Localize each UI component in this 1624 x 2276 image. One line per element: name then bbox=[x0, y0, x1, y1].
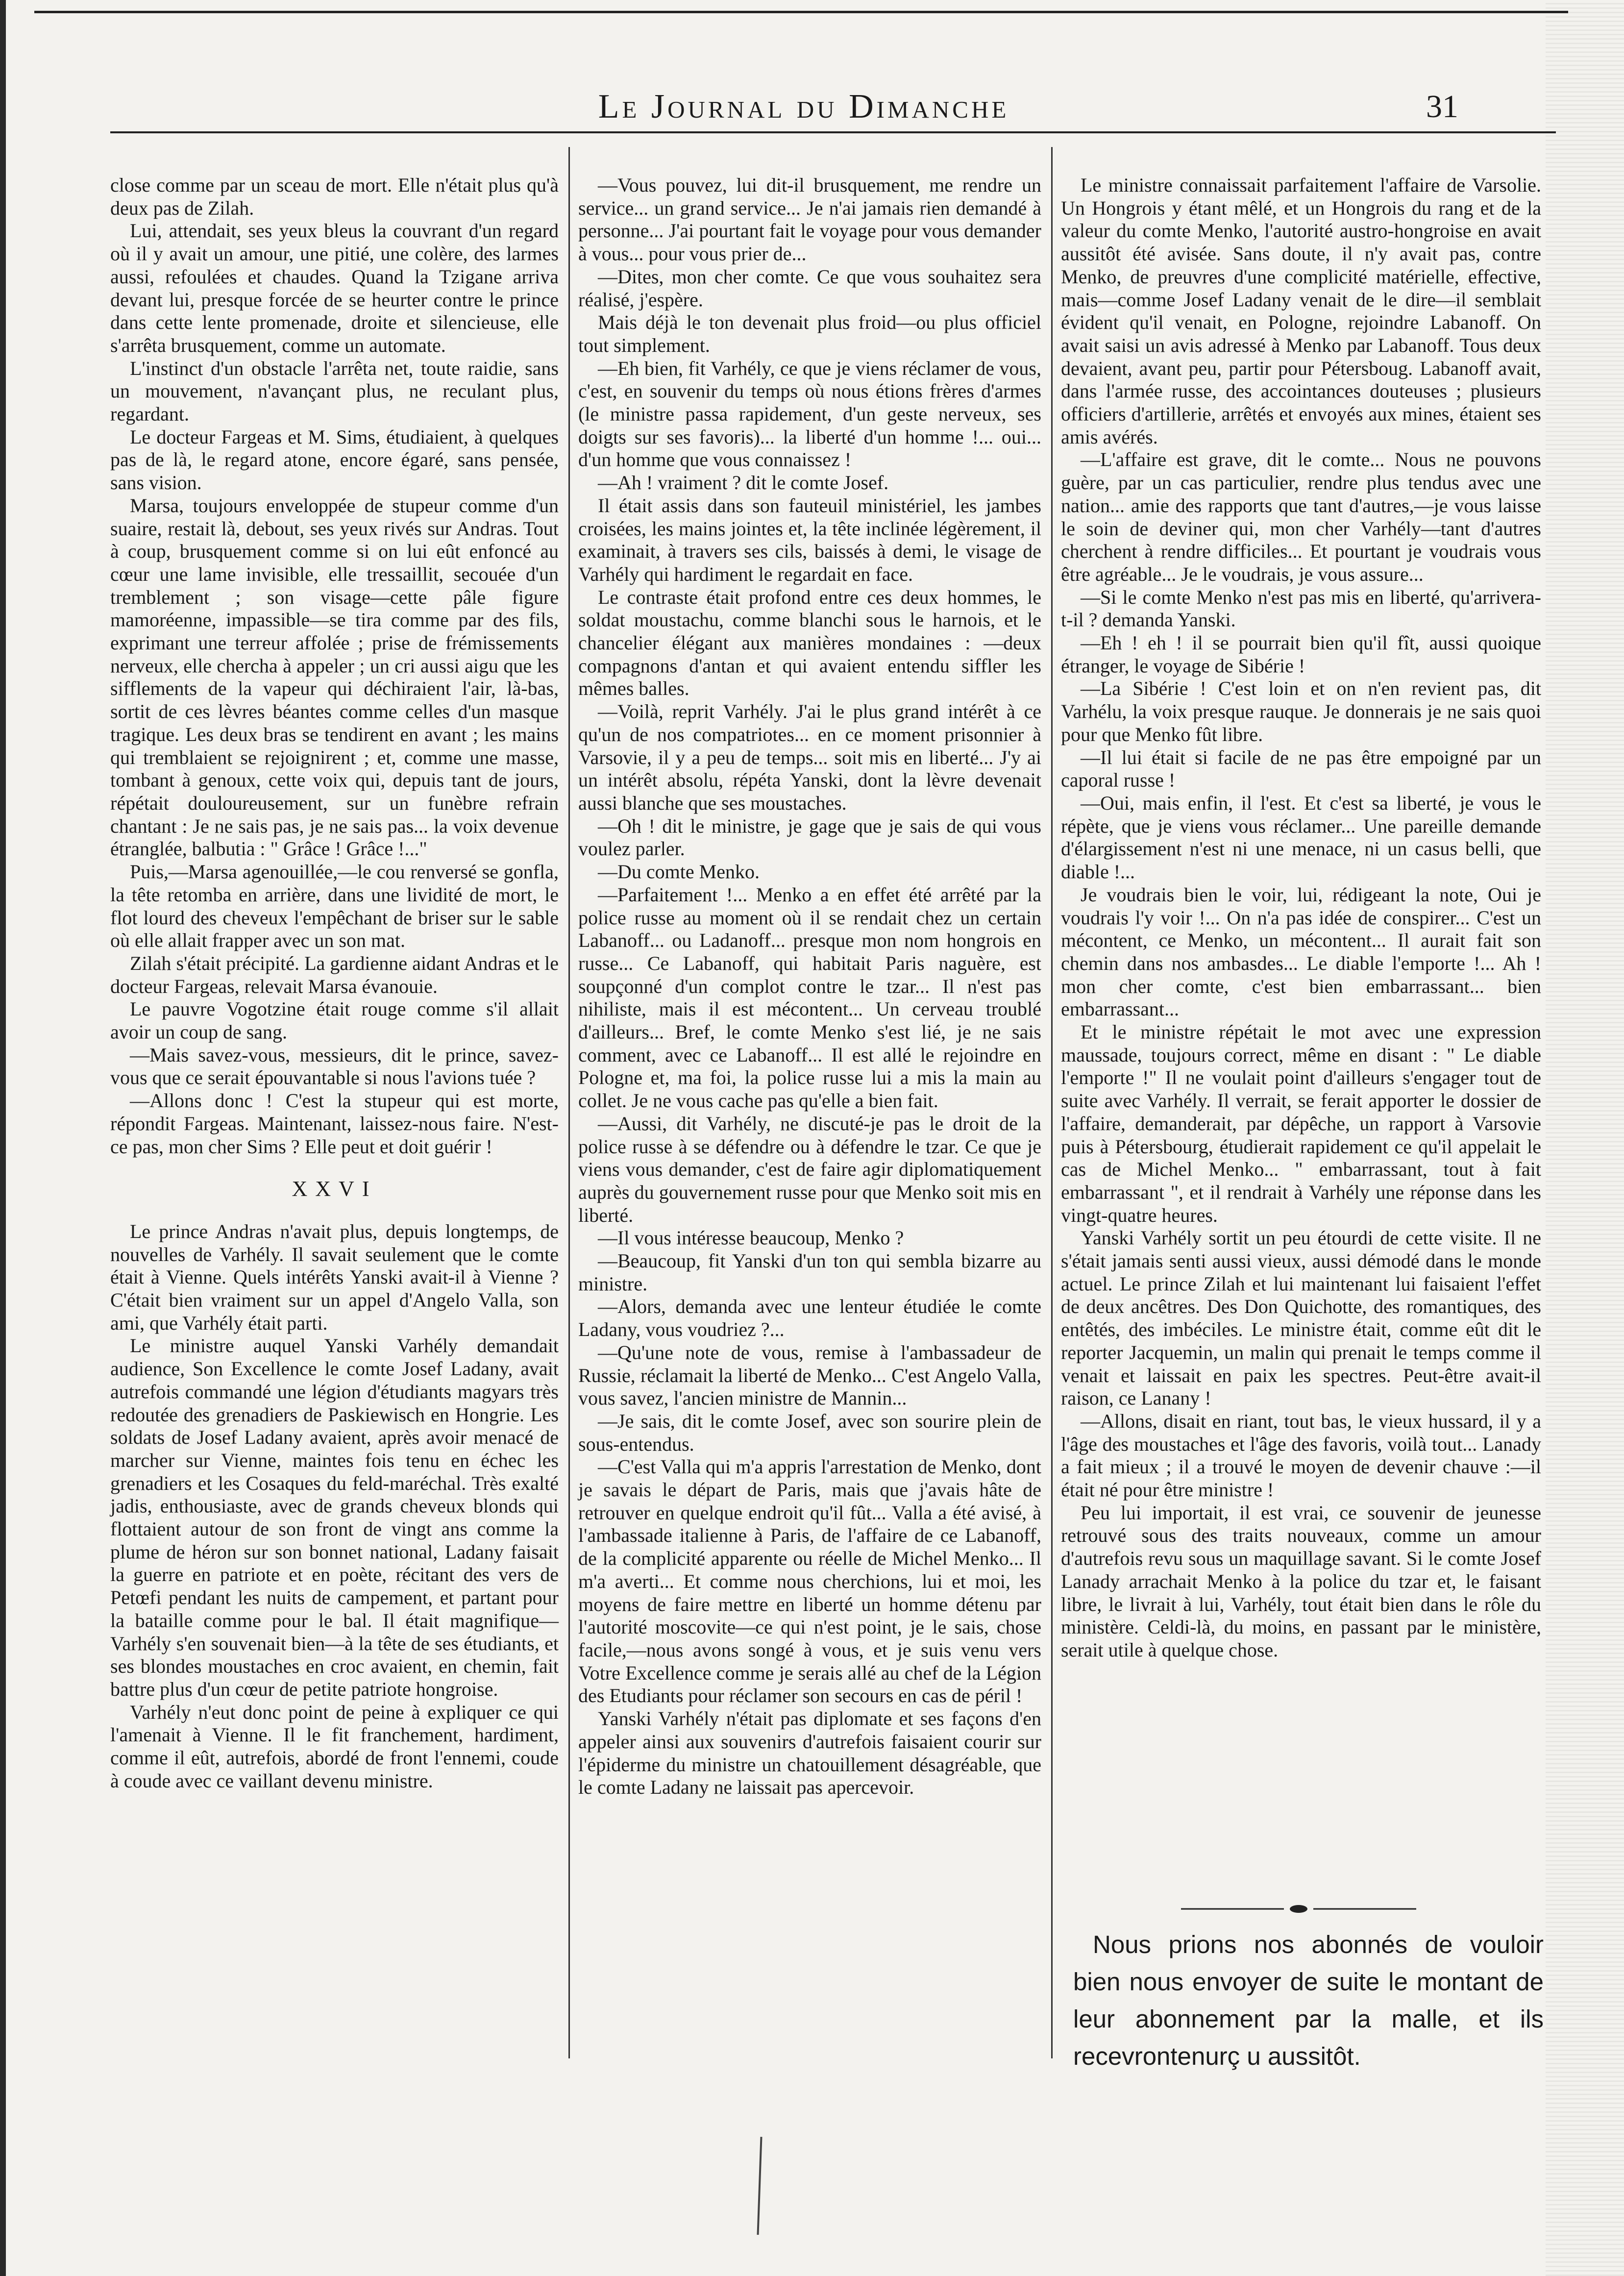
paragraph: Zilah s'était précipité. La gardienne aidant Andras et le docteur Fargeas, relevait Marsa évanouie. bbox=[110, 952, 559, 997]
paragraph: close comme par un sceau de mort. Elle n'était plus qu'à deux pas de Zilah. bbox=[110, 174, 559, 219]
paragraph: —Ah ! vraiment ? dit le comte Josef. bbox=[598, 471, 889, 494]
header-rule bbox=[110, 131, 1556, 133]
column-2 bbox=[578, 174, 1041, 1799]
binding-edge bbox=[0, 0, 6, 2276]
notice-text: Nous prions nos abonnés de vouloir bien nous envoyer de suite le montant de leur abonnement par la malle, et ils recevrontenurç u aussitôt. bbox=[1073, 1930, 1544, 2070]
paragraph: —Allons, disait en riant, tout bas, le vieux hussard, il y a l'âge des moustaches et l'âge des favoris, voilà tout... Lanady a fait mieux ; il a trouvé le moyen de devenir chauve :—il était né pour être ministre ! bbox=[1061, 1410, 1541, 1501]
paragraph: Mais déjà le ton devenait plus froid—ou plus officiel tout simplement. bbox=[578, 311, 1041, 356]
paragraph: —Parfaitement !... Menko a en effet été arrêté par la police russe au moment où il se rendait chez un certain Labanoff... ou Ladanoff... presque mon nom hongrois en russe... Ce Labanoff, qui habitait Paris naguère, est soupçonné d'un complot contre le tzar... Il n'est pas nihiliste, mais il est mécontent... Un cerveau troublé d'ailleurs... Bref, le comte Menko s'est lié, je ne sais comment, avec ce Labanoff... Il est allé le rejoindre en Pologne et, ma foi, la police russe lui a mis la main au collet. Je ne vous cache pas qu'elle a bien fait. bbox=[578, 883, 1041, 1112]
paragraph: —Eh bien, fit Varhély, ce que je viens réclamer de vous, c'est, en souvenir du temps où nous étions frères d'armes (le ministre passa rapidement, d'un geste nerveux, ses doigts sur ses favoris)... la liberté d'un homme !... oui... d'un homme que vous connaissez ! bbox=[578, 357, 1041, 471]
paragraph: Je voudrais bien le voir, lui, rédigeant la note, Oui je voudrais l'y voir !... On n'a pas idée de conspirer... C'est un mécontent, ce Menko, un mécontent... Il aurait fait son chemin dans nos ambasdes... Le diable l'emporte !... Ah ! mon cher comte, c'est bien embarrassant... bien embarrassant... bbox=[1061, 883, 1541, 1020]
column-divider bbox=[568, 147, 570, 2058]
page-number: 31 bbox=[1426, 89, 1458, 124]
subscriber-notice bbox=[1073, 1926, 1544, 2075]
paragraph: —Allons donc ! C'est la stupeur qui est morte, répondit Fargeas. Maintenant, laissez-nous faire. N'est-ce pas, mon cher Sims ? Elle peut et doit guérir ! bbox=[110, 1089, 559, 1158]
paragraph: —Voilà, reprit Varhély. J'ai le plus grand intérêt à ce qu'un de nos compatriotes... en ce moment prisonnier à Varsovie, il y a peu de temps... soit mis en liberté... J'y ai un intérêt absolu, répéta Yanski, dont la lèvre devenait aussi blanche que ses moustaches. bbox=[578, 700, 1041, 814]
paragraph: Il était assis dans son fauteuil ministériel, les jambes croisées, les mains jointes et, la tête inclinée légèrement, il examinait, à travers ses cils, baissés à demi, le visage de Varhély qui hardiment le regardait en face. bbox=[578, 494, 1041, 585]
print-scratch bbox=[757, 2137, 763, 2235]
paragraph: —L'affaire est grave, dit le comte... Nous ne pouvons guère, par un cas particulier, rendre plus tendus avec une nation... amie des rapports que tant d'autres,—je vous laisse le soin de deviner qui, mon cher Varhély—tant d'autres cherchent à rendre difficiles... Et pourtant je voudrais vous être agréable... Je le voudrais, je vous assure... bbox=[1061, 448, 1541, 585]
paragraph: —Qu'une note de vous, remise à l'ambassadeur de Russie, réclamait la liberté de Menko... C'est Angelo Valla, vous savez, l'ancien ministre de Mannin... bbox=[578, 1341, 1041, 1410]
paragraph: —Beaucoup, fit Yanski d'un ton qui sembla bizarre au ministre. bbox=[578, 1250, 1041, 1295]
paragraph: Le ministre connaissait parfaitement l'affaire de Varsolie. Un Hongrois y étant mêlé, et un Hongrois du rang et de la valeur du comte Menko, l'autorité austro-hongroise en avait aussitôt été avisée. Sans doute, il n'y avait pas, contre Menko, de preuvres d'une complicité matérielle, effective, mais—comme Josef Ladany venait de le dire—il semblait évident qu'il venait, en Pologne, rejoindre Labanoff. On avait saisi un avis adressé à Menko par Labanoff. Tous deux devaient, avant peu, partir pour Pétersboug. Labanoff avait, dans l'armée russe, des accointances douteuses ; plusieurs officiers d'artillerie, arrêtés et envoyés aux mines, étaient ses amis avérés. bbox=[1061, 174, 1541, 448]
paragraph: —Dites, mon cher comte. Ce que vous souhaitez sera réalisé, j'espère. bbox=[578, 265, 1041, 311]
top-border bbox=[34, 11, 1568, 13]
paragraph: Yanski Varhély sortit un peu étourdi de cette visite. Il ne s'était jamais senti aussi vieux, aussi démodé dans le monde actuel. Le prince Zilah et lui maintenant lui faisaient l'effet de deux ancêtres. Des Don Quichotte, des romantiques, des entêtés, des imbéciles. Le ministre était, comme eût dit le reporter Jacquemin, un malin qui prenait le temps comme il venait et laissait en paix les spectres. Peut-être avait-il raison, ce Lanany ! bbox=[1061, 1227, 1541, 1410]
paragraph: Marsa, toujours enveloppée de stupeur comme d'un suaire, restait là, debout, ses yeux rivés sur Andras. Tout à coup, brusquement comme si on lui eût enfoncé au cœur une lame invisible, elle tressaillit, secouée d'un tremblement ; son visage—cette pâle figure mamoréenne, impassible—se tira comme par des fils, exprimant une terreur affolée ; prise de frémissements nerveux, elle chercha à appeler ; un cri aussi aigu que les sifflements de la vapeur qui déchiraient l'air, là-bas, sortit de ces lèvres béantes comme celles d'un masque tragique. Les deux bras se tendirent en avant ; les mains qui tremblaient se rejoignirent ; et, comme une masse, tombant à genoux, cette voix qui, depuis tant de jours, répétait douloureusement, sur un funèbre refrain chantant : Je ne sais pas, je ne sais pas... la voix devenue étranglée, balbutia : " Grâce ! Grâce !..." bbox=[110, 494, 559, 860]
paragraph: —Il lui était si facile de ne pas être empoigné par un caporal russe ! bbox=[1061, 746, 1541, 792]
paragraph: Le docteur Fargeas et M. Sims, étudiaient, à quelques pas de là, le regard atone, encore égaré, sans pensée, sans vision. bbox=[110, 425, 559, 494]
paragraph: L'instinct d'un obstacle l'arrêta net, toute raidie, sans un mouvement, n'avançant plus, ne reculant plus, regardant. bbox=[110, 357, 559, 425]
journal-title: Le Journal du Dimanche bbox=[598, 88, 1009, 125]
paragraph: —La Sibérie ! C'est loin et on n'en revient pas, dit Varhélu, la voix presque rauque. Je donnerais je ne sais quoi pour que Menko fût libre. bbox=[1061, 677, 1541, 745]
column-divider bbox=[1051, 147, 1053, 2058]
paragraph: Yanski Varhély n'était pas diplomate et ses façons d'en appeler ainsi aux souvenirs d'autrefois faisaient courir sur l'épiderme du ministre un chatouillement désagréable, que le comte Ladany ne laissait pas apercevoir. bbox=[578, 1707, 1041, 1799]
paragraph: Le contraste était profond entre ces deux hommes, le soldat moustachu, comme blanchi sous le harnois, et le chancelier élégant aux manières mondaines : —deux compagnons d'antan et qui avaient entendu siffler les mêmes balles. bbox=[578, 586, 1041, 700]
paragraph: —Oui, mais enfin, il l'est. Et c'est sa liberté, je vous le répète, que je viens vous réclamer... Une pareille demande d'élargissement n'est ni une menace, ni un casus belli, que diable !... bbox=[1061, 792, 1541, 883]
paragraph: Et le ministre répétait le mot avec une expression maussade, toujours correct, même en disant : " Le diable l'emporte !" Il ne voulait point d'ailleurs s'engager tout de suite avec Varhély. Il verrait, se ferait apporter le dossier de l'affaire, demanderait, par dépêche, un rapport à Varsovie puis à Pétersbourg, étudierait rapidement ce qu'il appelait le cas de Michel Menko... " embarrassant, tout à fait embarrassant ", et il rendrait à Varhély une réponse dans les vingt-quatre heures. bbox=[1061, 1021, 1541, 1226]
paragraph: —Vous pouvez, lui dit-il brusquement, me rendre un service... un grand service... Je n'ai jamais rien demandé à personne... J'ai pourtant fait le voyage pour vous demander à vous... pour vous prier de... bbox=[578, 174, 1041, 265]
paragraph: Varhély n'eut donc point de peine à expliquer ce qui l'amenait à Vienne. Il le fit franchement, hardiment, comme il eût, autrefois, abordé de front l'ennemi, coude à coude avec ce vaillant devenu ministre. bbox=[110, 1701, 559, 1792]
paragraph: —Du comte Menko. bbox=[598, 861, 760, 883]
column-1 bbox=[110, 174, 559, 1793]
paragraph: —Eh ! eh ! il se pourrait bien qu'il fît, aussi quoique étranger, le voyage de Sibérie ! bbox=[1061, 632, 1541, 677]
paragraph: —Je sais, dit le comte Josef, avec son sourire plein de sous-entendus. bbox=[578, 1410, 1041, 1455]
section-ornament bbox=[1176, 1902, 1421, 1916]
paragraph: —Si le comte Menko n'est pas mis en liberté, qu'arrivera-t-il ? demanda Yanski. bbox=[1061, 586, 1541, 631]
column-3 bbox=[1061, 174, 1541, 1662]
paragraph: Lui, attendait, ses yeux bleus la couvrant d'un regard où il y avait un amour, une pitié, une colère, des larmes aussi, refoulées et chaudes. Quand la Tzigane arriva devant lui, presque forcée de se heurter contre le prince dans cette lente promenade, droite et silencieuse, elle s'arrêta brusquement, comme un automate. bbox=[110, 220, 559, 356]
paragraph: Le prince Andras n'avait plus, depuis longtemps, de nouvelles de Varhély. Il savait seulement que le comte était à Vienne. Quels intérêts Yanski avait-il à Vienne ? C'était bien vraiment sur un appel d'Angelo Valla, son ami, que Varhély était parti. bbox=[110, 1220, 559, 1334]
paragraph: Puis,—Marsa agenouillée,—le cou renversé se gonfla, la tête retomba en arrière, dans une lividité de mort, le flot lourd des cheveux l'empêchant de briser sur le sable où elle allait frapper avec un son mat. bbox=[110, 861, 559, 952]
paragraph: —Alors, demanda avec une lenteur étudiée le comte Ladany, vous voudriez ?... bbox=[578, 1295, 1041, 1341]
paragraph: —Mais savez-vous, messieurs, dit le prince, savez-vous que ce serait épouvantable si nous l'avions tuée ? bbox=[110, 1043, 559, 1089]
paragraph: Peu lui importait, il est vrai, ce souvenir de jeunesse retrouvé sous des traits nouveaux, comme un amour d'autrefois revu sous un maquillage savant. Si le comte Josef Lanady arrachait Menko à la police du tzar et, le faisant libre, le livrait à lui, Varhély, tout était bien dans le rôle du ministère. Celdi-là, du moins, en passant par le ministère, serait utile à quelque chose. bbox=[1061, 1501, 1541, 1661]
paragraph: Le ministre auquel Yanski Varhély demandait audience, Son Excellence le comte Josef Ladany, avait autrefois commandé une légion d'étudiants magyars très redoutée des grenadiers de Paskiewisch en Hongrie. Les soldats de Josef Ladany avaient, après avoir menacé de marcher sur Vienne, maintes fois tenu en échec les grenadiers et les Cosaques du feld-maréchal. Très exalté jadis, enthousiaste, avec de grands cheveux blonds qui flottaient autour de son front de vingt ans comme la plume de héron sur son bonnet national, Ladany faisait la guerre en patriote et en poète, récitant des vers de Petœfi pendant les nuits de campement, et partant pour la bataille comme pour le bal. Il était magnifique—Varhély s'en souvenait bien—à la tête de ses étudiants, et ses blondes moustaches en croc avaient, en chemin, fait battre plus d'un cœur de petite patriote hongroise. bbox=[110, 1335, 559, 1700]
paper-texture bbox=[1546, 0, 1624, 2276]
chapter-heading: XXVI bbox=[292, 1177, 377, 1201]
paragraph: —Il vous intéresse beaucoup, Menko ? bbox=[598, 1227, 904, 1249]
paragraph: —Oh ! dit le ministre, je gage que je sais de qui vous voulez parler. bbox=[578, 815, 1041, 860]
paragraph: —Aussi, dit Varhély, ne discuté-je pas le droit de la police russe à se défendre ou à défendre le tzar. Ce que je viens vous demander, c'est de faire agir diplomatiquement auprès du gouvernement russe pour que Menko soit mis en liberté. bbox=[578, 1112, 1041, 1226]
paragraph: Le pauvre Vogotzine était rouge comme s'il allait avoir un coup de sang. bbox=[110, 998, 559, 1043]
paragraph: —C'est Valla qui m'a appris l'arrestation de Menko, dont je savais le départ de Paris, mais que j'avais hâte de retrouver en quelque endroit qu'il fût... Valla a été avisé, à l'ambassade italienne à Paris, de l'affaire de ce Labanoff, de la complicité apparente ou réelle de Michel Menko... Il m'a averti... Et comme nous cherchions, lui et moi, les moyens de faire mettre en liberté un homme détenu par l'autorité moscovite—ce qui n'est point, je le sais, chose facile,—nous avons songé à vous, et je suis venu vers Votre Excellence comme je serais allé au chef de la Légion des Etudiants pour réclamer son secours en cas de péril ! bbox=[578, 1456, 1041, 1707]
